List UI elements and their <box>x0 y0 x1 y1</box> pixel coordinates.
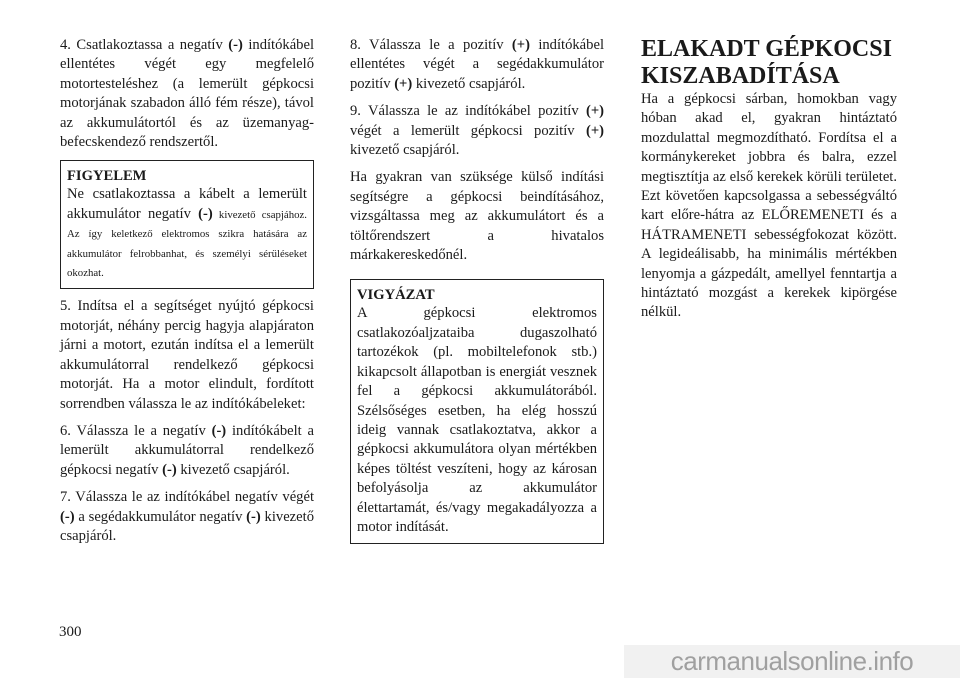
stuck-vehicle-paragraph: Ha a gépkocsi sárban, homokban vagy hóban akad el, gyakran hintáztató mozdulattal megmozdítható. Fordítsa el a kormánykereket jobbra és balra, ezzel megtisztítja az első kerekek körüli területet. Ezt követően kapcsolgassa a sebességváltó kart előre-hátra az ELŐREMENETI és a HÁTRAMENETI sebességfokozat között. A legideálisabb, ha minimális mértékben lenyomja a gázpedált, amellyel fenntartja a hintáztató mozgást a kerekek kipörgése nélkül. <box>641 91 897 321</box>
section-heading <box>641 36 897 90</box>
step-6-text-end: kivezető csapjáról. <box>176 461 290 478</box>
step-9 <box>350 102 604 160</box>
positive-symbol: (+) <box>511 37 530 53</box>
step-8 <box>350 36 604 94</box>
page-number: 300 <box>59 624 82 640</box>
caution-box <box>350 279 604 544</box>
heading-line-2: KISZABADÍTÁSA <box>641 63 840 89</box>
negative-symbol: (-) <box>228 37 243 53</box>
step-4 <box>60 36 314 152</box>
negative-symbol: (-) <box>198 205 213 222</box>
step-8-text: 8. Válassza le a pozitív <box>350 37 512 53</box>
step-7-text-cont: a segédakkumulátor negatív <box>74 508 247 525</box>
step-8-text-cont: indítókábel ellentétes végét a segédakkumulátor pozitív <box>350 37 604 92</box>
step-8-text-end: kivezető csapjáról. <box>412 75 526 92</box>
heading-line-1: ELAKADT GÉPKOCSI <box>641 36 892 62</box>
step-6-text-cont: indítókábelt a lemerült akkumulátorral rendelkező gépkocsi negatív <box>60 422 314 478</box>
right-column <box>641 36 897 331</box>
warning-box <box>60 160 314 289</box>
step-7 <box>60 488 314 546</box>
caution-title: VIGYÁZAT <box>357 287 435 304</box>
step-9-text-cont: végét a lemerült gépkocsi pozitív <box>350 122 586 139</box>
step-7-text-end: kivezető csapjáról. <box>60 508 314 544</box>
step-4-text: 4. Csatlakoztassa a negatív <box>60 37 229 53</box>
middle-column <box>350 36 604 552</box>
positive-symbol: (+) <box>585 122 604 139</box>
negative-symbol: (-) <box>246 508 261 525</box>
step-6-text: 6. Válassza le a negatív <box>60 422 212 439</box>
caution-text: A gépkocsi elektromos csatlakozóaljzataiba dugaszolható tartozékok (pl. mobiltelefonok stb.) kikapcsolt állapotban is energiát vesznek fel a gépkocsi akkumulátorából. Szélsőséges esetben, ha elég hosszú ideig vannak csatlakoztatva, akkor a gépkocsi akkumulátora olyan mértékben képes töltést veszíteni, hogy az károsan befolyásolja az akkumulátor élettartamát, és/vagy megakadályozza a motor indítását. <box>357 305 597 535</box>
service-paragraph: Ha gyakran van szüksége külső indítási segítségre a gépkocsi beindításához, vizsgáltassa meg az akkumulátort és a töltőrendszert a hivatalos márkakereskedőnél. <box>350 169 604 264</box>
step-9-text: 9. Válassza le az indítókábel pozitív <box>350 103 586 120</box>
warning-text <box>67 185 307 282</box>
warning-text-small: kivezető csapjához. Az így keletkező elektromos szikra hatására az akkumulátor felrobbanhat, és személyi sérüléseket okozhat. <box>67 208 307 280</box>
negative-symbol: (-) <box>60 508 75 525</box>
step-5: 5. Indítsa el a segítséget nyújtó gépkocsi motorját, néhány percig hagyja alapjáraton járni a motort, ezután indítsa el a lemerült akkumulátorral rendelkező gépkocsi motorját. Ha a motor elindult, fordított sorrendben válassza le az indítókábeleket: <box>60 298 314 412</box>
positive-symbol: (+) <box>394 75 413 92</box>
positive-symbol: (+) <box>585 103 604 120</box>
warning-text-main: Ne csatlakoztassa a kábelt a lemerült akkumulátor negatív <box>67 186 307 222</box>
step-7-text: 7. Válassza le az indítókábel negatív végét <box>60 489 314 506</box>
warning-title: FIGYELEM <box>67 168 147 185</box>
step-4-text-cont: indítókábel ellentétes végét egy megfelelő motortesteléshez (a lemerült gépkocsi motorjának szabadon álló fém része), távol az akkumulátortól és az üzemanyag-befecskendező rendszertől. <box>60 37 315 151</box>
left-column <box>60 36 314 554</box>
step-9-text-end: kivezető csapjáról. <box>350 142 460 159</box>
step-6 <box>60 422 314 480</box>
negative-symbol: (-) <box>162 461 177 478</box>
watermark: carmanualsonline.info <box>624 645 960 678</box>
negative-symbol: (-) <box>211 422 227 439</box>
